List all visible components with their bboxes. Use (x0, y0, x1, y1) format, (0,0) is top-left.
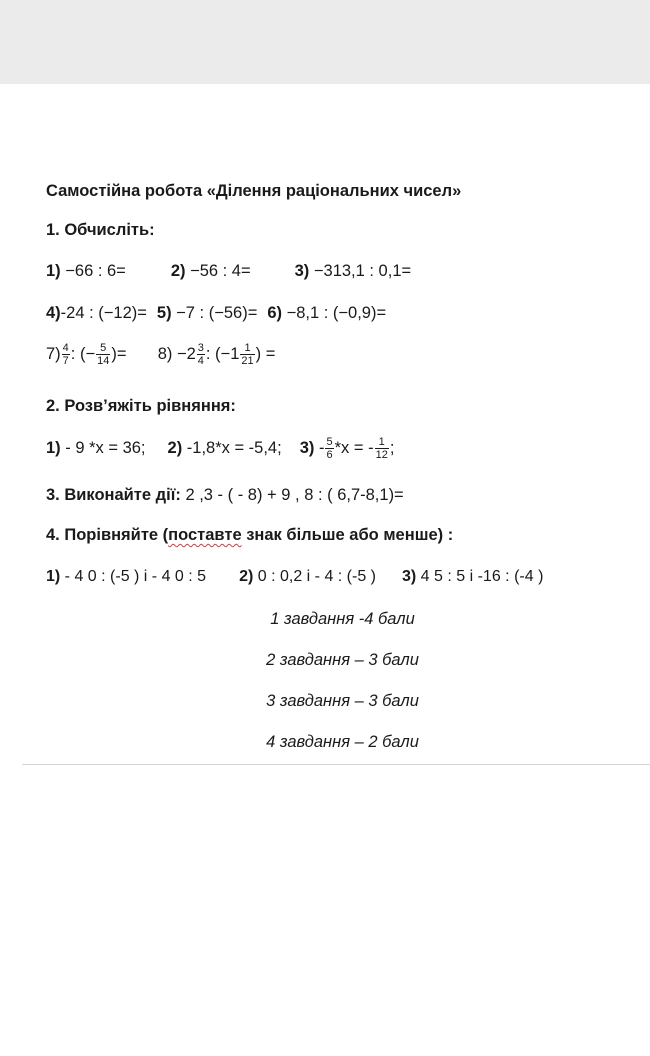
score-line-1: 1 завдання -4 бали (270, 610, 415, 628)
section-1-row-2 (46, 304, 386, 323)
equation-2: 2) -1,8*x = -5,4; (167, 438, 282, 457)
comparison-1: 1) - 4 0 : (-5 ) і - 4 0 : 5 (46, 568, 207, 585)
equation-3: 3) - $\frac{5}{6}$ *x = - $\frac{1}{12}$ ; (299, 436, 395, 461)
equation-1: 1) - 9 *x = 36; (46, 438, 146, 457)
section-3-heading: 3. Виконайте дії: (46, 486, 181, 504)
page-divider (22, 764, 650, 765)
document-title: Самостійна робота «Ділення раціональних чисел» (46, 182, 462, 200)
score-line-3: 3 завдання – 3 бали (266, 692, 419, 710)
task-1-1: 1) −66 : 6= (46, 262, 126, 280)
fraction: $\frac{1}{12}$ (375, 436, 388, 461)
fraction: $\frac{3}{4}$ (197, 342, 204, 367)
section-3-expression: 2 ,3 - ( - 8) + 9 , 8 : ( 6,7-8,1)= (180, 486, 404, 504)
task-1-5: 5) −7 : (−56)= (156, 304, 258, 322)
task-1-6: 6) −8,1 : (−0,9)= (267, 304, 387, 322)
section-4-heading: 4. Порівняйте (поставте знак більше або менше) : (46, 526, 454, 544)
task-1-7: 7) $\frac{4}{7}$ : (− $\frac{5}{14}$ )= (46, 342, 127, 367)
document-page (0, 84, 650, 1056)
section-1-row-1 (46, 262, 411, 281)
section-1-heading: 1. Обчисліть: (46, 221, 155, 239)
task-1-8: 8) −2 $\frac{3}{4}$ : (−1 $\frac{1}{21}$ ) = (157, 342, 276, 367)
section-1-row-3 (46, 342, 275, 367)
comparison-2: 2) 0 : 0,2 і - 4 : (-5 ) (239, 568, 376, 585)
fraction: $\frac{5}{6}$ (326, 436, 333, 461)
task-1-2: 2) −56 : 4= (170, 262, 251, 280)
fraction: $\frac{1}{21}$ (241, 342, 254, 367)
top-bar (0, 0, 650, 84)
fraction: $\frac{4}{7}$ (62, 342, 69, 367)
score-line-2: 2 завдання – 3 бали (266, 651, 419, 669)
score-line-4: 4 завдання – 2 бали (266, 733, 419, 751)
comparison-3: 3) 4 5 : 5 і -16 : (-4 ) (402, 568, 544, 585)
spellcheck-underlined-word: поставте (168, 526, 242, 544)
section-2-equations (46, 436, 394, 461)
section-4-comparisons (46, 568, 543, 586)
section-2-heading: 2. Розв’яжіть рівняння: (46, 397, 236, 415)
task-1-4: 4)-24 : (−12)= (46, 304, 147, 322)
section-3 (46, 486, 404, 505)
fraction: $\frac{5}{14}$ (97, 342, 110, 367)
task-1-3: 3) −313,1 : 0,1= (294, 262, 412, 280)
